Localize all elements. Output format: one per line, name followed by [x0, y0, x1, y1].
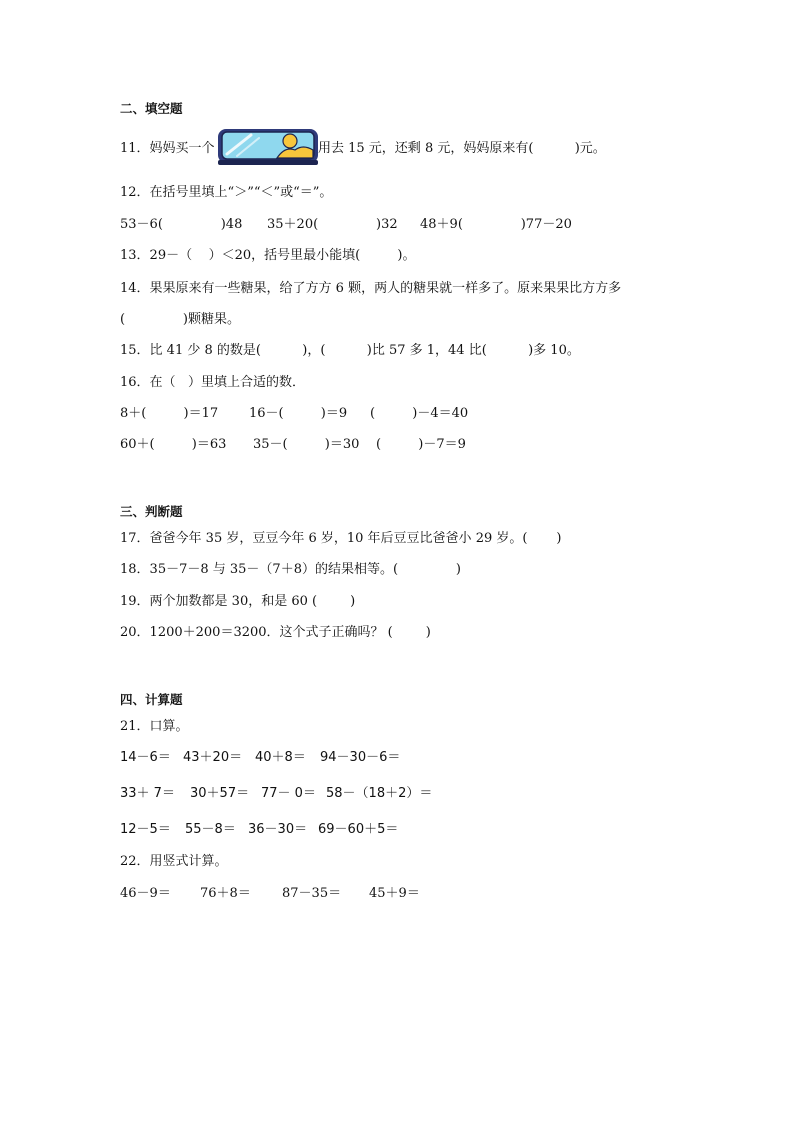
q22-item-4: 45＋9＝ — [369, 886, 420, 901]
question-22-row — [0, 885, 794, 903]
q21-item-1: 14－6＝ — [120, 750, 171, 765]
q21-item-12: 69－60＋5＝ — [318, 822, 399, 837]
question-13: 13．29－（ ）＜20，括号里最小能填( )。 — [120, 248, 416, 263]
question-19: 19．两个加数都是 30，和是 60 ( ) — [120, 594, 356, 609]
q21-item-7: 77－ 0＝ — [261, 786, 316, 801]
q16-item-5: 35－( )＝30 — [253, 437, 360, 452]
q21-item-9: 12－5＝ — [120, 822, 171, 837]
question-15: 15．比 41 少 8 的数是( )，( )比 57 多 1，44 比( )多 10。 — [120, 343, 580, 358]
q21-item-11: 36－30＝ — [248, 822, 308, 837]
q21-item-5: 33＋ 7＝ — [120, 786, 175, 801]
section-heading-calc: 四、计算题 — [120, 692, 183, 707]
question-21-title: 21．口算。 — [120, 719, 189, 734]
q22-item-3: 87－35＝ — [282, 886, 342, 901]
question-20: 20．1200＋200＝3200．这个式子正确吗？ ( ) — [120, 625, 431, 640]
question-21-row-2 — [0, 785, 794, 803]
question-17: 17．爸爸今年 35 岁，豆豆今年 6 岁，10 年后豆豆比爸爸小 29 岁。( ) — [120, 531, 562, 546]
q16-item-2: 16－( )＝9 — [249, 406, 348, 421]
q21-item-3: 40＋8＝ — [255, 750, 306, 765]
q16-item-6: ( )－7＝9 — [376, 437, 466, 452]
question-14-line-1: 14．果果原来有一些糖果，给了方方 6 颗，两人的糖果就一样多了。原来果果比方方多 — [120, 281, 622, 296]
q21-item-4: 94－30－6＝ — [320, 750, 401, 765]
q21-item-6: 30＋57＝ — [190, 786, 250, 801]
question-12-row — [0, 216, 794, 234]
q21-item-8: 58－（18＋2）＝ — [326, 786, 433, 801]
question-18: 18．35－7－8 与 35－（7＋8）的结果相等。( ) — [120, 562, 461, 577]
section-heading-judge: 三、判断题 — [120, 504, 183, 519]
question-21-row-1 — [0, 749, 794, 767]
q21-item-2: 43＋20＝ — [183, 750, 243, 765]
section-heading-fill: 二、填空题 — [120, 101, 183, 116]
question-22-title: 22．用竖式计算。 — [120, 854, 228, 869]
q22-item-2: 76＋8＝ — [200, 886, 251, 901]
question-11-after: 用去 15 元，还剩 8 元，妈妈原来有( )元。 — [318, 141, 606, 156]
question-14-line-2: ( )颗糖果。 — [120, 312, 240, 327]
q16-item-1: 8＋( )＝17 — [120, 406, 219, 421]
q12-item-2: 35＋20( )32 — [267, 217, 398, 232]
q12-item-3: 48＋9( )77－20 — [420, 217, 572, 232]
question-16-row-2 — [0, 436, 794, 454]
pencil-case-icon — [215, 126, 321, 168]
question-16-row-1 — [0, 405, 794, 423]
question-21-row-3 — [0, 821, 794, 839]
question-12-title: 12．在括号里填上“＞”“＜”或“＝”。 — [120, 185, 333, 200]
q21-item-10: 55－8＝ — [185, 822, 236, 837]
q12-item-1: 53－6( )48 — [120, 217, 243, 232]
q16-item-4: 60＋( )＝63 — [120, 437, 227, 452]
question-16-title: 16．在（ ）里填上合适的数． — [120, 375, 305, 390]
q16-item-3: ( )－4＝40 — [370, 406, 469, 421]
question-11-before: 11．妈妈买一个 — [120, 141, 215, 156]
q22-item-1: 46－9＝ — [120, 886, 171, 901]
